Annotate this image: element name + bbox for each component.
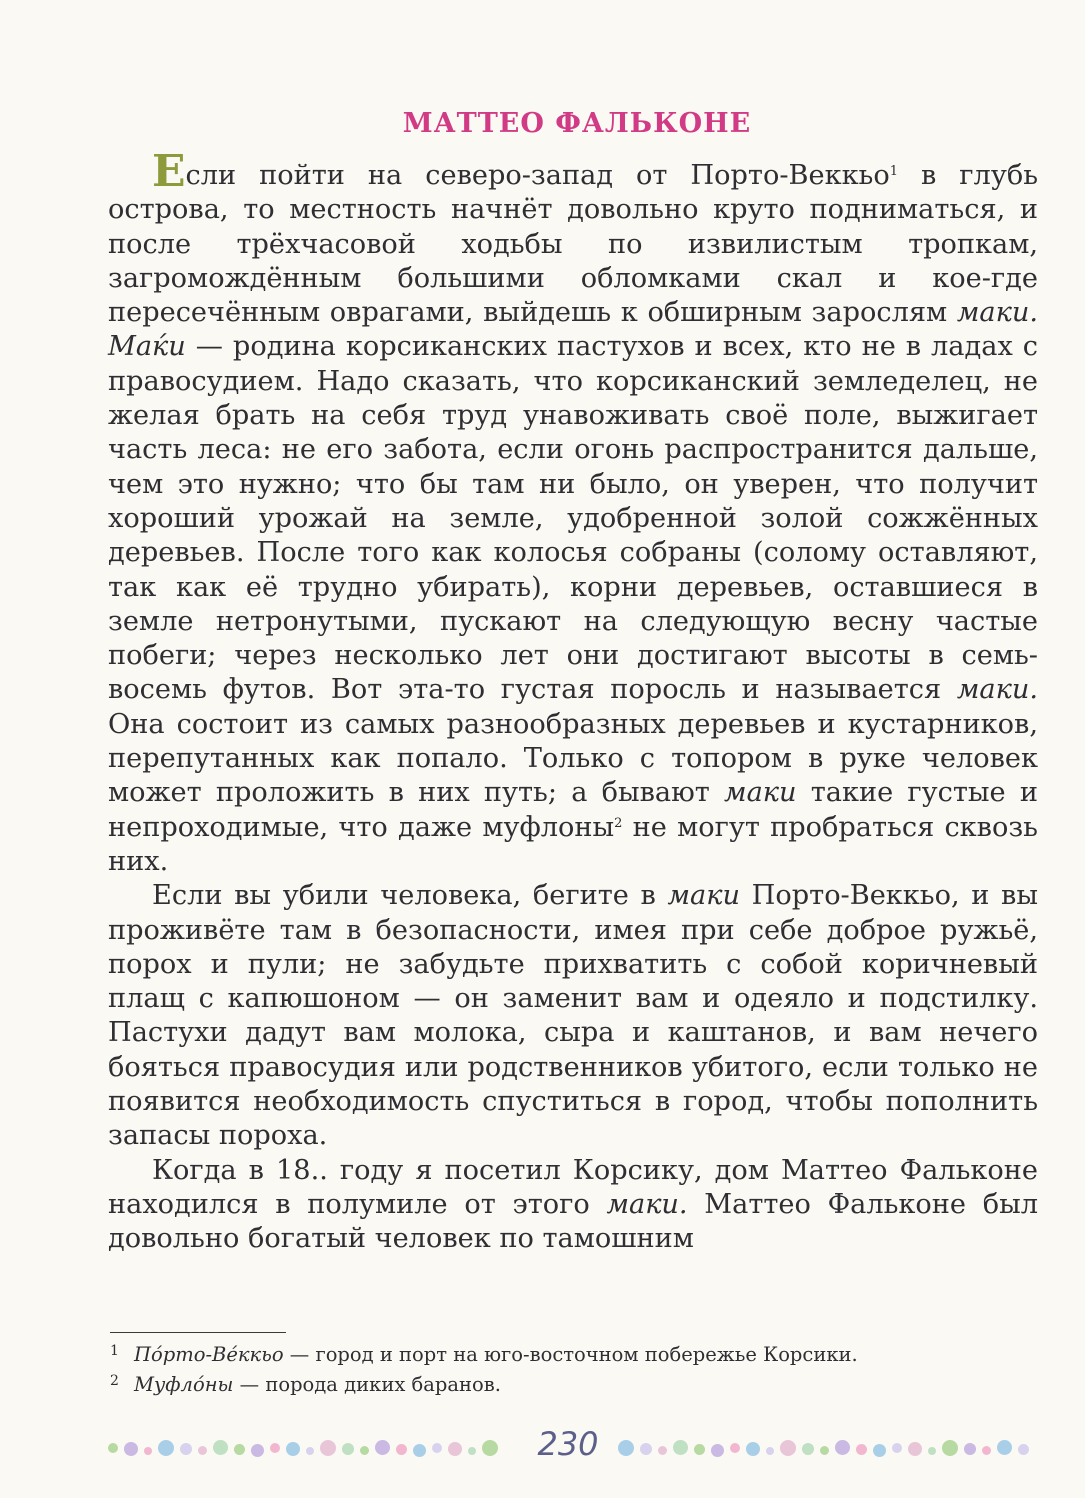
decorative-dot <box>997 1440 1012 1455</box>
decorative-dot <box>270 1443 280 1453</box>
paragraph-3: Когда в 18.. году я посетил Корсику, дом Маттео Фальконе находился в полумиле от этого маки. Маттео Фальконе был довольно богатый человек по тамошним <box>108 1154 1038 1255</box>
decorative-dot <box>873 1444 886 1457</box>
decorative-dot <box>780 1440 796 1456</box>
decorative-dot <box>342 1443 354 1455</box>
decorative-dot <box>711 1444 724 1457</box>
decorative-dot <box>124 1442 138 1456</box>
footnote-divider <box>110 1332 286 1333</box>
decorative-dot <box>1018 1444 1029 1455</box>
footnote-1: 1 По́рто-Ве́ккьо — город и порт на юго-восточном побережье Корсики. <box>110 1343 858 1366</box>
decorative-dot <box>746 1442 760 1456</box>
decorative-dot <box>234 1444 245 1455</box>
footnote-ref-1: 1 <box>889 164 899 179</box>
decorative-dot <box>320 1440 336 1456</box>
decorative-dot <box>360 1446 369 1455</box>
decorative-dot <box>964 1443 976 1455</box>
decorative-dot <box>482 1440 498 1456</box>
decorative-dot <box>468 1447 476 1455</box>
decorative-dot <box>108 1443 118 1453</box>
decorative-dot <box>640 1443 652 1455</box>
decorative-dot <box>448 1442 462 1456</box>
decorative-dots-right <box>618 1434 1038 1464</box>
decorative-dot <box>306 1447 314 1455</box>
decorative-dot <box>618 1440 634 1456</box>
decorative-dot <box>658 1446 667 1455</box>
footnote-ref-2: 2 <box>614 815 623 831</box>
decorative-dot <box>892 1443 902 1453</box>
decorative-dot <box>694 1444 705 1455</box>
decorative-dot <box>413 1444 426 1457</box>
decorative-dot <box>856 1444 867 1455</box>
decorative-dot <box>158 1440 174 1456</box>
decorative-dot <box>820 1446 829 1455</box>
decorative-dot <box>673 1440 688 1455</box>
decorative-dot <box>802 1443 814 1455</box>
decorative-dot <box>908 1442 922 1456</box>
decorative-dot <box>942 1440 958 1456</box>
decorative-dot <box>766 1447 774 1455</box>
page-number: 230 <box>537 1425 599 1463</box>
decorative-dot <box>286 1442 300 1456</box>
decorative-dots-left <box>108 1434 518 1464</box>
decorative-dot <box>982 1446 991 1455</box>
paragraph-2: Если вы убили человека, бегите в маки Порто-Веккьо, и вы проживёте там в безопасности, имея при себе доброе ружьё, порох и пули; не забудьте прихватить с собой коричневый плащ с капюшоном — он заменит вам и одеяло и подстилку. Пастухи дадут вам молока, сыра и каштанов, и вам нечего бояться правосудия или родственников убитого, если только не появится необходимость спуститься в город, чтобы пополнить запасы пороха. <box>108 880 1039 1152</box>
decorative-dot <box>180 1443 192 1455</box>
body-text <box>108 146 1039 1257</box>
chapter-title: МАТТЕО ФАЛЬКОНЕ <box>402 108 752 139</box>
decorative-dot <box>730 1443 740 1453</box>
footnotes <box>110 1338 1040 1398</box>
drop-cap: Е <box>152 146 186 197</box>
footnote-2: 2 Муфло́ны — порода диких баранов. <box>110 1373 501 1396</box>
decorative-dot <box>251 1444 264 1457</box>
decorative-dot <box>213 1440 228 1455</box>
decorative-dot <box>198 1446 207 1455</box>
decorative-dot <box>835 1440 850 1455</box>
decorative-dot <box>928 1447 936 1455</box>
decorative-dot <box>144 1447 152 1455</box>
decorative-dot <box>432 1443 442 1453</box>
paragraph-1: Если пойти на северо-запад от Порто-Веккьо$^1$ в глубь острова, то местность начнёт довольно круто подниматься, и после трёхчасовой ходьбы по извилистым тропкам, загромождённым большими обломками скал и кое-где пересечённым оврагами, выйдешь к обширным зарослям маки. Маќи — родина корсиканских пастухов и всех, кто не в ладах с правосудием. Надо сказать, что корсиканский земледелец, не желая брать на себя труд унавоживать своё поле, выжигает часть леса: не его забота, если огонь распространится дальше, чем это нужно; что бы там ни было, он уверен, что получит хороший урожай на земле, удобренной золой сожжённых деревьев. После того как колосья собраны (солому оставляют, так как её трудно убирать), корни деревьев, оставшиеся в земле нетронутыми, пускают на следующую весну частые побеги; через несколько лет они достигают высоты в семь-восемь футов. Вот эта-то густая поросль и называется маки. Она состоит из самых разнообразных деревьев и кустарников, перепутанных как попало. Только с топором в руке человек может проложить в них путь; а бывают маки такие густые и непроходимые, что даже муфлоны$^2$ не могут пробраться сквозь них. <box>108 146 1038 877</box>
decorative-dot <box>375 1440 390 1455</box>
decorative-dot <box>396 1444 407 1455</box>
